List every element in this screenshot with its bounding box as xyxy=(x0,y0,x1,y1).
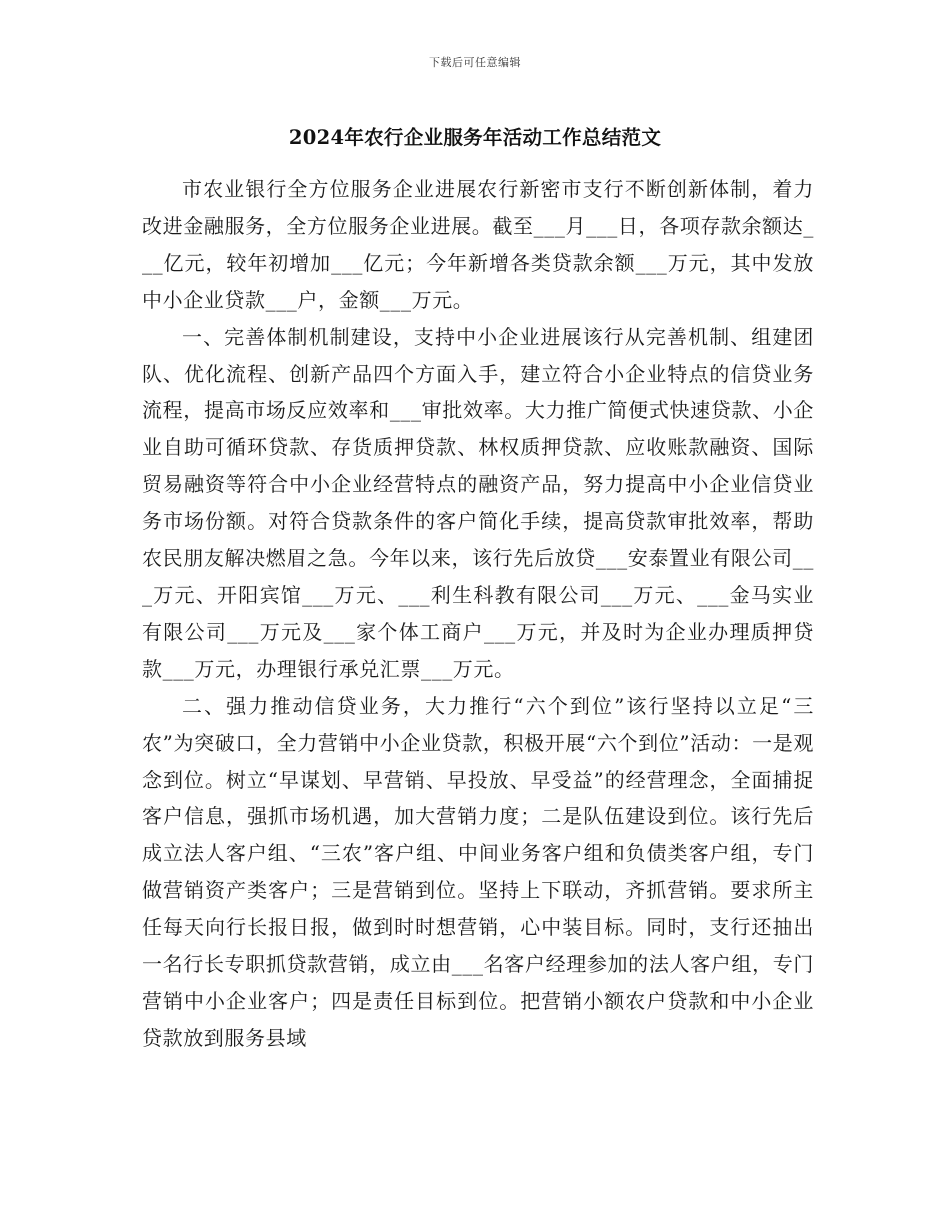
document-body xyxy=(142,171,814,1057)
header-note: 下载后可任意编辑 xyxy=(429,56,521,69)
document-title: 2024年农行企业服务年活动工作总结范文 xyxy=(288,126,662,149)
paragraph-intro: 市农业银行全方位服务企业进展农行新密市支行不断创新体制，着力改进金融服务，全方位服务企业进展。截至___月___日，各项存款余额达___亿元，较年初增加___亿元；今年新增各类贷款余额___万元，其中发放中小企业贷款___户，金额___万元。 xyxy=(142,177,814,312)
paragraph-section-2: 二、强力推动信贷业务，大力推行“六个到位”该行坚持以立足“三农”为突破口，全力营销中小企业贷款，积极开展“六个到位”活动：一是观念到位。树立“早谋划、早营销、早投放、早受益”的经营理念，全面捕捉客户信息，强抓市场机遇，加大营销力度；二是队伍建设到位。该行先后成立法人客户组、“三农”客户组、中间业务客户组和负债类客户组，专门做营销资产类客户；三是营销到位。坚持上下联动，齐抓营销。要求所主任每天向行长报日报，做到时时想营销，心中装目标。同时，支行还抽出一名行长专职抓贷款营销，成立由___名客户经理参加的法人客户组，专门营销中小企业客户；四是责任目标到位。把营销小额农户贷款和中小企业贷款放到服务县域 xyxy=(142,693,814,1050)
paragraph-section-1: 一、完善体制机制建设，支持中小企业进展该行从完善机制、组建团队、优化流程、创新产品四个方面入手，建立符合小企业特点的信贷业务流程，提高市场反应效率和___审批效率。大力推广简便式快速贷款、小企业自助可循环贷款、存货质押贷款、林权质押贷款、应收账款融资、国际贸易融资等符合中小企业经营特点的融资产品，努力提高中小企业信贷业务市场份额。对符合贷款条件的客户简化手续，提高贷款审批效率，帮助农民朋友解决燃眉之急。今年以来，该行先后放贷___安泰置业有限公司___万元、开阳宾馆___万元、___利生科教有限公司___万元、___金马实业有限公司___万元及___家个体工商户___万元，并及时为企业办理质押贷款___万元，办理银行承兑汇票___万元。 xyxy=(142,324,814,681)
